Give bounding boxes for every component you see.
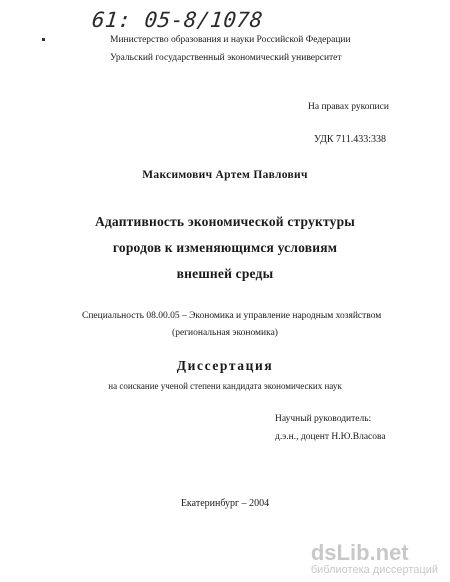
university-name: Уральский государственный экономический университет: [110, 53, 342, 63]
advisor-label: Научный руководитель:: [275, 414, 372, 424]
thesis-title-line-1: Адаптивность экономической структуры: [94, 214, 356, 229]
archive-number-stamp: 61: 05-8/1078: [90, 8, 265, 32]
watermark-tagline: библиотека диссертаций: [310, 564, 438, 576]
thesis-title-line-2: городов к изменяющимся условиям: [112, 240, 338, 255]
city-year: Екатеринбург – 2004: [180, 498, 270, 509]
thesis-title-line-3: внешней среды: [176, 266, 274, 281]
ministry-name: Министерство образования и науки Российской Федерации: [110, 35, 351, 45]
specialty-subtitle: (региональная экономика): [172, 328, 278, 338]
advisor-name: д.э.н., доцент Н.Ю.Власова: [275, 432, 386, 442]
specialty-line: Специальность 08.00.05 – Экономика и управление народным хозяйством: [82, 311, 382, 321]
scan-mark: [42, 38, 45, 41]
watermark-logo: dsLib.net: [310, 540, 409, 565]
watermark: [311, 542, 438, 576]
degree-purpose: на соискание ученой степени кандидата экономических наук: [108, 381, 342, 391]
udk-code: УДК 711.433:338: [314, 134, 386, 145]
document-type: Диссертация: [176, 358, 274, 373]
author-name: Максимович Артем Павлович: [142, 169, 308, 181]
manuscript-rights: На правах рукописи: [308, 102, 389, 112]
